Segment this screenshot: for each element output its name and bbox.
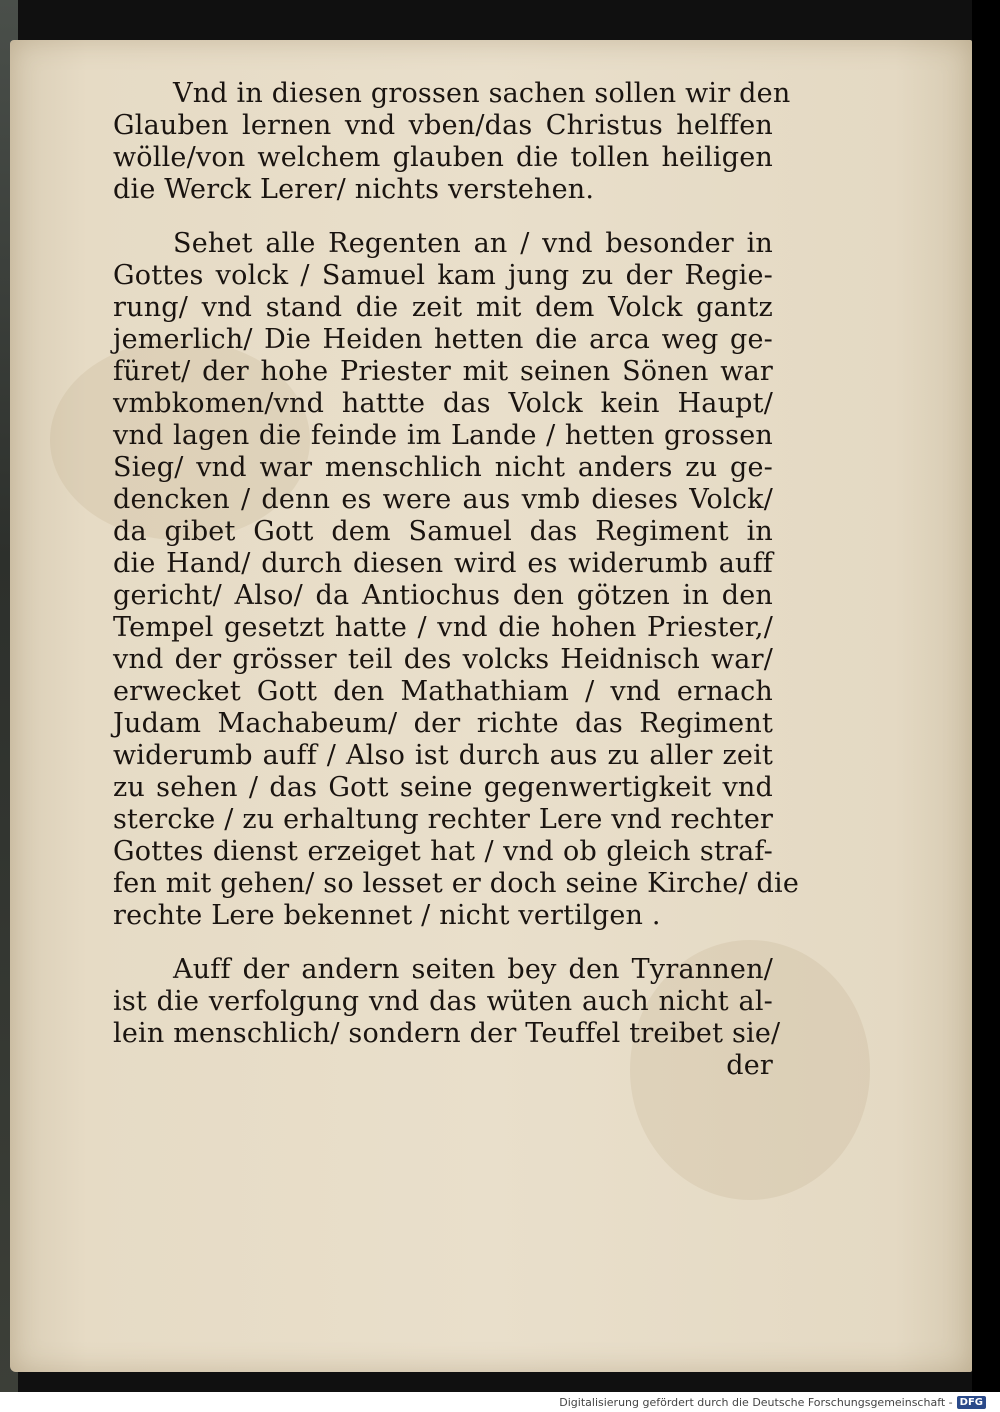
footer-credit: Digitalisierung gefördert durch die Deutsche Forschungsgemeinschaft - (559, 1395, 953, 1409)
catchword: der (726, 1050, 773, 1081)
text-line: da gibet Gott dem Samuel das Regiment in (113, 516, 773, 547)
text-line: widerumb auff / Also ist durch aus zu aller zeit (113, 740, 773, 771)
text-line: jemerlich/ Die Heiden hetten die arca weg ge- (113, 324, 773, 355)
text-line: fen mit gehen/ so lesset er doch seine Kirche/ die (113, 868, 800, 899)
text-line: Gottes volck / Samuel kam jung zu der Regie- (113, 260, 773, 291)
text-line: wölle/von welchem glauben die tollen heiligen (113, 142, 773, 173)
paragraph-2 (113, 228, 800, 932)
text-line: stercke / zu erhaltung rechter Lere vnd rechter (113, 804, 774, 835)
text-line: Glauben lernen vnd vben/das Christus helffen (113, 110, 773, 141)
text-line: rechte Lere bekennet / nicht vertilgen . (113, 900, 661, 931)
text-line: gericht/ Also/ da Antiochus den götzen in den (113, 580, 773, 611)
text-line: vnd der grösser teil des volcks Heidnisch war/ (113, 644, 773, 675)
text-line: rung/ vnd stand die zeit mit dem Volck gantz (113, 292, 773, 323)
text-line: die Werck Lerer/ nichts verstehen. (113, 174, 595, 205)
text-line: dencken / denn es were aus vmb dieses Volck/ (113, 484, 773, 515)
dfg-logo-icon: DFG (957, 1396, 986, 1409)
text-line: Vnd in diesen grossen sachen sollen wir den (173, 78, 791, 109)
paragraph-1 (113, 78, 791, 206)
text-line: die Hand/ durch diesen wird es widerumb auff (113, 548, 773, 579)
text-line: Sehet alle Regenten an / vnd besonder in (173, 228, 773, 259)
text-line: erwecket Gott den Mathathiam / vnd ernach (113, 676, 773, 707)
paragraph-3 (113, 954, 781, 1082)
text-line: vnd lagen die feinde im Lande / hetten grossen (113, 420, 773, 451)
text-line: Tempel gesetzt hatte / vnd die hohen Priester,/ (113, 612, 773, 643)
text-line: vmbkomen/vnd hattte das Volck kein Haupt/ (113, 388, 773, 419)
text-line: Gottes dienst erzeiget hat / vnd ob gleich straf- (113, 836, 773, 867)
text-line: Auff der andern seiten bey den Tyrannen/ (173, 954, 773, 985)
text-line: zu sehen / das Gott seine gegenwertigkeit vnd (113, 772, 773, 803)
digitization-footer (0, 1392, 1000, 1412)
text-line: Sieg/ vnd war menschlich nicht anders zu ge- (113, 452, 773, 483)
text-line: Judam Machabeum/ der richte das Regiment (113, 708, 773, 739)
text-line: ist die verfolgung vnd das wüten auch nicht al- (113, 986, 773, 1017)
text-line: füret/ der hohe Priester mit seinen Sönen war (113, 356, 773, 387)
text-line: lein menschlich/ sondern der Teuffel treibet sie/ (113, 1018, 781, 1049)
page-edge-shadow (972, 0, 1000, 1392)
page-text (113, 78, 800, 1104)
